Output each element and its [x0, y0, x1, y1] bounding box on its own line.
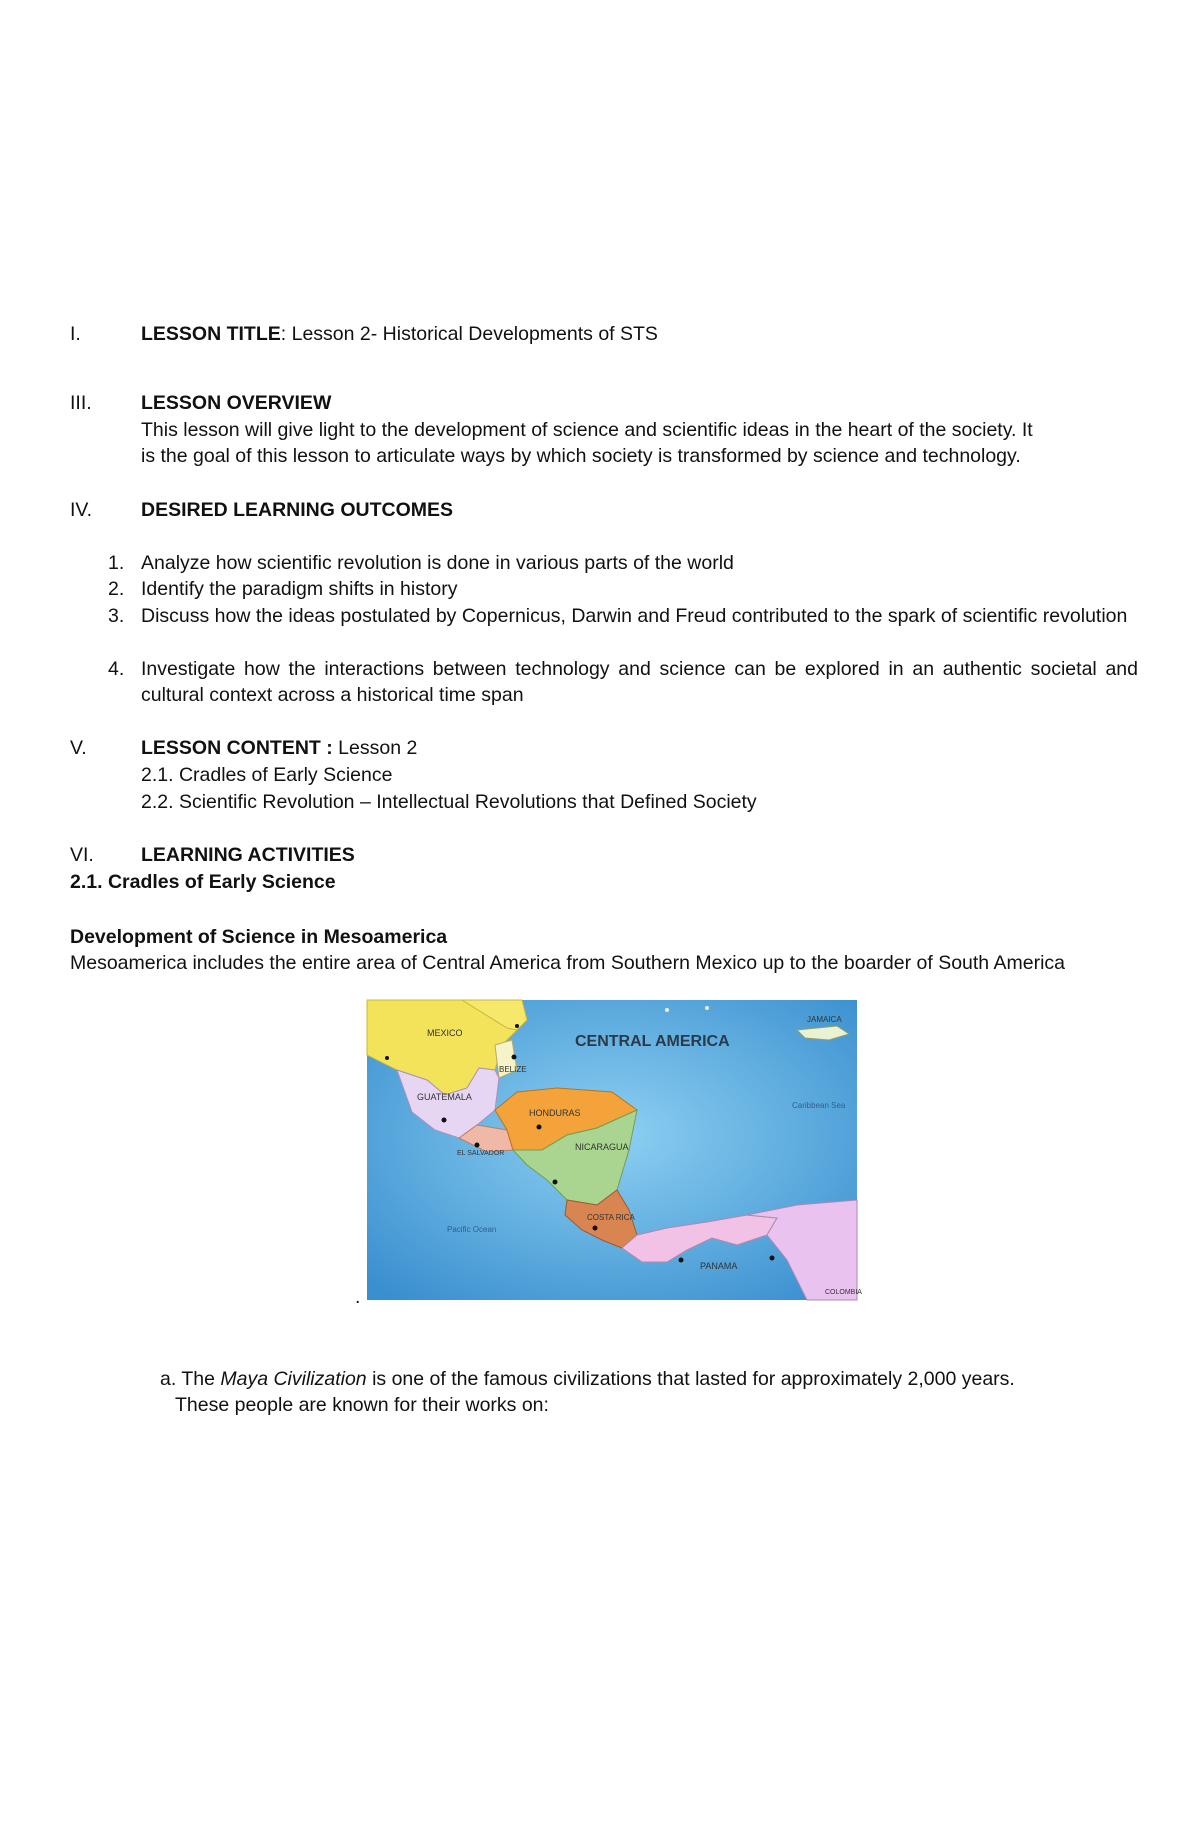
overview-line-1: This lesson will give light to the development of science and scientific ideas in the heart of the society. It [141, 419, 1033, 441]
maya-prefix: a. The [160, 1368, 221, 1390]
maya-paragraph-line-2: These people are known for their works on: [175, 1394, 549, 1416]
mesoamerica-intro: Mesoamerica includes the entire area of Central America from Southern Mexico up to the boarder of South America [70, 952, 1066, 974]
list-item-text: Analyze how scientific revolution is done in various parts of the world [141, 552, 734, 574]
lesson-content-line [141, 735, 417, 761]
map-title: CENTRAL AMERICA [575, 1033, 730, 1050]
overview-line-2: is the goal of this lesson to articulate ways by which society is transformed by science and technology. [141, 445, 1021, 467]
list-item-text: Identify the paradigm shifts in history [141, 578, 458, 600]
content-subtopic-2: 2.2. Scientific Revolution – Intellectual Revolutions that Defined Society [141, 791, 757, 813]
map-label-el-salvador: EL SALVADOR [457, 1150, 505, 1157]
city-dot [537, 1125, 542, 1130]
lesson-overview-heading: LESSON OVERVIEW [141, 392, 332, 414]
list-item-number: 4. [108, 658, 125, 680]
map-label-jamaica: JAMAICA [807, 1015, 842, 1024]
map-label-pacific: Pacific Ocean [447, 1225, 497, 1234]
list-item-text: Investigate how the interactions between technology and science can be explored in an authentic societal and cultural context across a historical time span [141, 658, 1138, 706]
map-label-mexico: MEXICO [427, 1028, 463, 1038]
lesson-content-heading: LESSON CONTENT : [141, 737, 339, 759]
lesson-title-colon: : [280, 323, 292, 345]
map-label-costa-rica: COSTA RICA [587, 1213, 635, 1222]
city-dot [553, 1180, 558, 1185]
map-label-honduras: HONDURAS [529, 1108, 581, 1118]
island-dot [665, 1008, 669, 1012]
maya-italic: Maya Civilization [220, 1368, 367, 1390]
city-dot [679, 1258, 684, 1263]
city-dot [385, 1056, 389, 1060]
lesson-title-line [141, 321, 658, 347]
section-numeral: V. [70, 737, 87, 759]
map-label-colombia: COLOMBIA [825, 1289, 862, 1296]
lesson-title-text: Lesson 2- Historical Developments of STS [291, 323, 658, 345]
city-dot [475, 1143, 480, 1148]
lesson-title-heading: LESSON TITLE [141, 323, 281, 345]
city-dot [442, 1118, 447, 1123]
activities-subheading: 2.1. Cradles of Early Science [70, 871, 336, 893]
section-numeral: III. [70, 392, 92, 414]
list-item-text: Discuss how the ideas postulated by Copernicus, Darwin and Freud contributed to the spark of scientific revolution [141, 605, 1128, 627]
list-item-number: 3. [108, 605, 125, 627]
lesson-title-row [0, 321, 1200, 347]
learning-outcomes-heading: DESIRED LEARNING OUTCOMES [141, 499, 454, 521]
map-label-guatemala: GUATEMALA [417, 1092, 472, 1102]
list-item-number: 1. [108, 552, 125, 574]
island-dot [705, 1006, 709, 1010]
city-dot [515, 1024, 519, 1028]
content-subtopic-1: 2.1. Cradles of Early Science [141, 764, 393, 786]
city-dot [512, 1055, 517, 1060]
section-numeral: IV. [70, 499, 93, 521]
central-america-map [367, 1000, 862, 1300]
lesson-content-text: Lesson 2 [338, 737, 418, 759]
list-item-number: 2. [108, 578, 125, 600]
maya-rest: is one of the famous civilizations that lasted for approximately 2,000 years. [366, 1368, 1015, 1390]
topic-heading: Development of Science in Mesoamerica [70, 926, 448, 948]
map-label-nicaragua: NICARAGUA [575, 1142, 629, 1152]
learning-activities-heading: LEARNING ACTIVITIES [141, 844, 355, 866]
stray-dot: . [355, 1286, 361, 1308]
section-numeral: VI. [70, 844, 94, 866]
map-label-panama: PANAMA [700, 1261, 738, 1271]
maya-paragraph-line-1 [160, 1366, 1138, 1392]
map-label-caribbean: Caribbean Sea [792, 1101, 846, 1110]
city-dot [770, 1256, 775, 1261]
map-label-belize: BELIZE [499, 1065, 527, 1074]
section-numeral: I. [70, 323, 81, 345]
city-dot [593, 1226, 598, 1231]
